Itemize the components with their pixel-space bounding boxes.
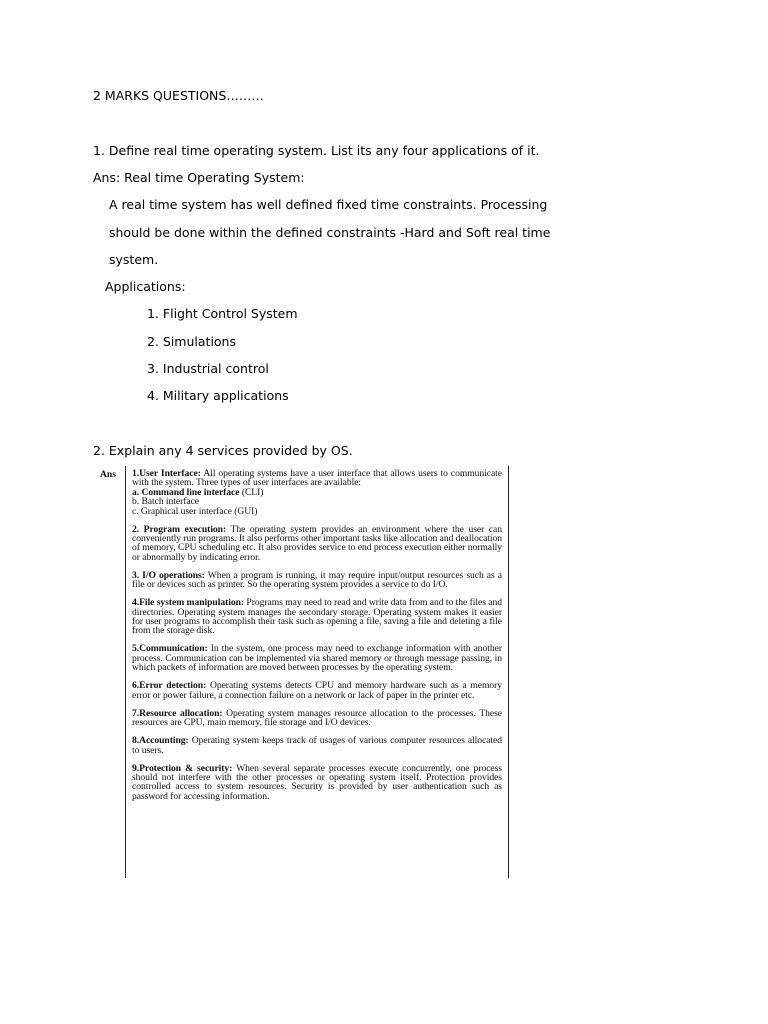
application-item: 3. Industrial control (147, 361, 269, 376)
service-description: When a program is running, it may require input/output resources such as a file or devices such as printer. So the operating system provides a service to do I/O. (132, 569, 502, 591)
applications-label: Applications: (105, 279, 186, 294)
service-description: Operating systems detects CPU and memory hardware such as a memory error or power failure, a connection failure on a network or lack of paper in the printer etc. (132, 680, 502, 701)
service-description: Operating system manages resource allocation to the processes. These resources are CPU, main memory, file storage and I/O devices. (132, 707, 502, 729)
answer-2-box (125, 466, 509, 878)
service-description: Programs may need to read and write data from and to the files and directories. Operating system manages the secondary storage. Operating system makes it easier for user programs to accomplish their task such as opening a file, saving a file and deleting a file from the storage disk. (132, 597, 502, 637)
answer-1-paragraph-line: A real time system has well defined fixed time constraints. Processing (109, 197, 548, 212)
service-item (132, 525, 502, 563)
service-item (132, 709, 502, 728)
scanned-answer-image (97, 466, 509, 880)
service-item (132, 736, 502, 755)
application-item: 4. Military applications (147, 388, 289, 403)
service-subitem: a. Command line interface (CLI) (132, 486, 264, 498)
service-description: Operating system keeps track of usages of various computer resources allocated to users. (132, 735, 502, 756)
service-title: 2. Program execution: (132, 523, 227, 535)
service-item (132, 571, 502, 590)
application-item: 2. Simulations (147, 334, 236, 349)
services-list (132, 469, 502, 810)
answer-1-paragraph-line: should be done within the defined constraints -Hard and Soft real time (109, 225, 551, 240)
service-description: In the system, one process may need to exchange information with another process. Communication can be implemented via shared memory or through message passing, in which packets of information are moved between processes by the operating system. (132, 643, 502, 674)
service-title: 5.Communication: (132, 643, 208, 655)
service-title: 7.Resource allocation: (132, 707, 223, 719)
service-title: 1.User Interface: (132, 468, 201, 479)
answer-1-label: Ans: Real time Operating System: (93, 170, 305, 185)
service-item (132, 681, 502, 700)
answer-1-paragraph-line: system. (109, 252, 159, 267)
question-1: 1. Define real time operating system. List its any four applications of it. (93, 143, 540, 158)
application-item: 1. Flight Control System (147, 306, 298, 321)
answer-2-label: Ans (100, 469, 116, 480)
service-title: 8.Accounting: (132, 735, 189, 747)
service-item (132, 469, 502, 516)
service-title: 6.Error detection: (132, 680, 207, 692)
service-item (132, 764, 502, 802)
document-heading: 2 MARKS QUESTIONS……… (93, 88, 264, 103)
service-subitem: b. Batch interface (132, 496, 200, 508)
service-item (132, 644, 502, 672)
service-subitem: c. Graphical user interface (GUI) (132, 505, 258, 517)
service-title: 9.Protection & security: (132, 762, 233, 774)
service-description: All operating systems have a user interface that allows users to communicate with the system. Three types of user interfaces are available: (132, 468, 503, 489)
service-description: The operating system provides an environment where the user can conveniently run programs. It also performs other important tasks like allocation and deallocation of memory, CPU scheduling etc. It also provides service to end process execution either normally or abnormally by indicating error. (132, 523, 502, 563)
service-title: 4.File system manipulation: (132, 597, 245, 609)
service-description: When several separate processes execute concurrently, one process should not interfere with the other processes or operating system itself. Protection provides controlled access to system resources. Security is provided by user authentication such as password for accessing information. (132, 762, 502, 802)
service-title: 3. I/O operations: (132, 569, 205, 581)
question-2: 2. Explain any 4 services provided by OS. (93, 443, 353, 458)
service-item (132, 598, 502, 636)
